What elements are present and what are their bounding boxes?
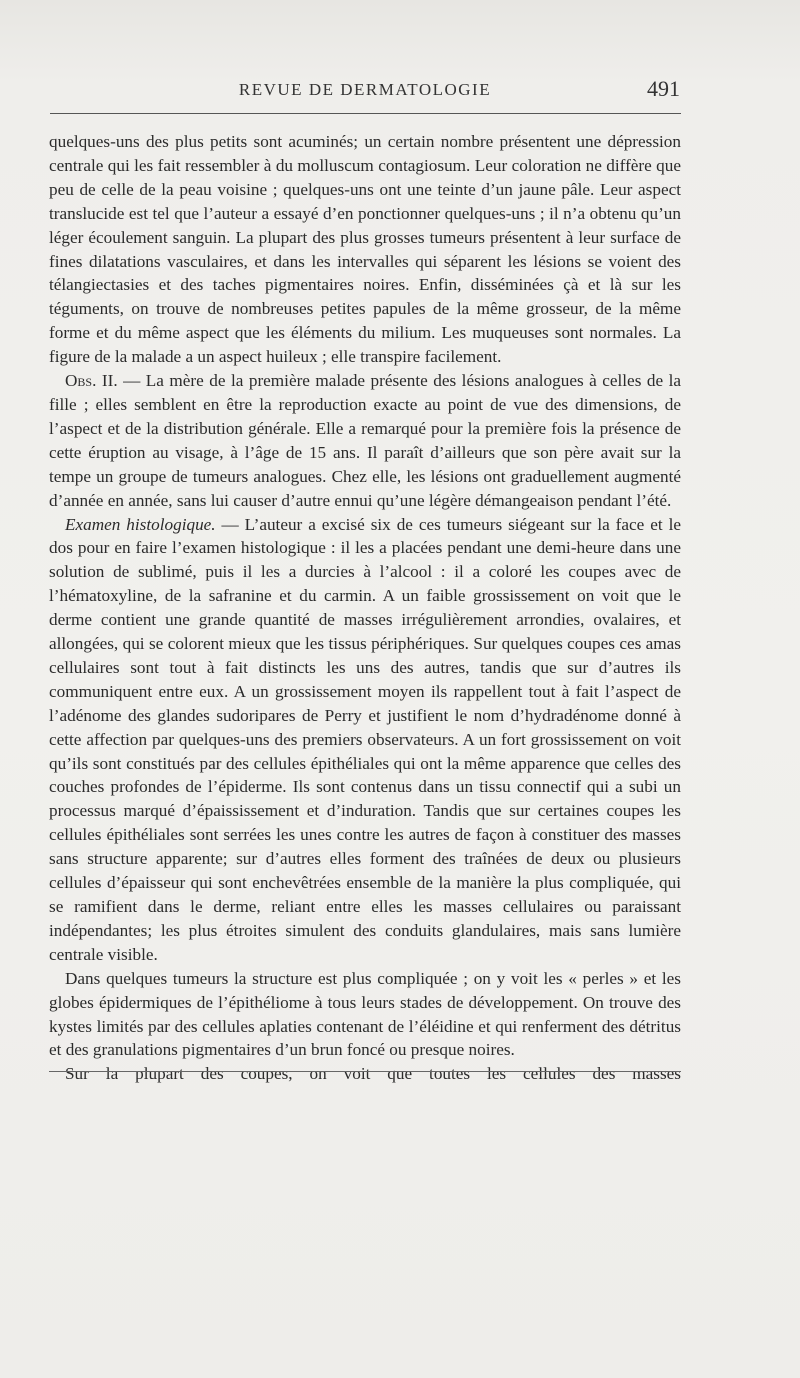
- paragraph-4: [49, 967, 681, 1063]
- paragraph-2: [49, 369, 681, 512]
- paragraph-text: Dans quelques tumeurs la structure est plus compliquée ; on y voit les « perles » et les globes épidermiques de l’épithéliome à tous leurs stades de développement. On trouve des kystes limités par des cellules aplaties contenant de l’éléidine et qui renferment des détritus et des granulations pigmentaires d’un brun foncé ou presque noires.: [49, 968, 681, 1060]
- paragraph-1: [49, 130, 681, 369]
- page-header: [50, 76, 680, 106]
- page-number: 491: [647, 76, 680, 101]
- paragraph-text: Sur la plupart des coupes, on voit que toutes les cellules des masses: [65, 1064, 681, 1084]
- body-text: [49, 130, 681, 1086]
- observation-lead: Obs. II.: [65, 371, 118, 391]
- paragraph-text: — L’auteur a excisé six de ces tumeurs siégeant sur la face et le dos pour en faire l’examen histologique : il les a placées pendant une demi-heure dans une solution de sublimé, puis il les a durcies à l’alcool : il a coloré les coupes avec de l’hématoxyline, de la safranine et du carmin. A un faible grossissement on voit que le derme contient une grande quantité de masses irrégulièrement arrondies, ovalaires, et allongées, qui se colorent mieux que les tissus périphériques. Sur quelques coupes ces amas cellulaires sont tout à fait distincts les uns des autres, tandis que sur d’autres ils communiquent entre eux. A un grossissement moyen ils rappellent tout à fait l’aspect de l’adénome des glandes sudoripares de Perry et justifient le nom d’hydradénome donné à cette affection par quelques-uns des premiers observateurs. A un fort grossissement on voit qu’ils sont constitués par des cellules épithéliales qui ont la même apparence que celles des couches profondes de l’épiderme. Ils sont contenus dans un tissu connectif qui a subi un processus marqué d’épaississement et d’induration. Tandis que sur certaines coupes les cellules épithéliales sont serrées les unes contre les autres de façon à constituer des masses sans structure apparente; sur d’autres elles forment des traînées de deux ou plusieurs cellules d’épaisseur qui sont enchevêtrées ensemble de la manière la plus compliquée, qui se ramifient dans le derme, reliant entre elles les masses cellulaires ou paraissant indépendantes; les plus étroites simulent des conduits glandulaires, mais sans lumière centrale visible.: [49, 514, 681, 964]
- paragraph-text: — La mère de la première malade présente des lésions analogues à celles de la fille ; elles semblent en être la reproduction exacte au point de vue des dimensions, de l’aspect et de la distribution générale. Elle a remarqué pour la première fois la présence de cette éruption au visage, à l’âge de 15 ans. Il paraît d’ailleurs que son père avait sur la tempe un groupe de tumeurs analogues. Chez elle, les lésions ont graduellement augmenté d’année en année, sans lui causer d’autre ennui qu’une légère démangeaison pendant l’été.: [49, 371, 681, 510]
- section-lead: Examen histologique.: [65, 514, 216, 534]
- paragraph-3: [49, 513, 681, 967]
- header-rule: [50, 113, 681, 114]
- paragraph-text: quelques-uns des plus petits sont acuminés; un certain nombre présentent une dépression centrale qui les fait ressembler à du molluscum contagiosum. Leur coloration ne diffère que peu de celle de la peau voisine ; quelques-uns ont une teinte d’un jaune pâle. Leur aspect translucide est tel que l’auteur a essayé d’en ponctionner quelques-uns ; il n’a obtenu qu’un léger écoulement sanguin. La plupart des plus grosses tumeurs présentent à leur surface de fines dilatations vasculaires, et dans les intervalles qui séparent les lésions se voient des télangiectasies et des taches pigmentaires noires. Enfin, disséminées çà et là sur les téguments, on trouve de nombreuses petites papules de la même grosseur, de la même forme et du même aspect que les éléments du milium. Les muqueuses sont normales. La figure de la malade a un aspect huileux ; elle transpire facilement.: [49, 132, 681, 367]
- bottom-rule: [49, 1071, 681, 1072]
- paragraph-5: [49, 1062, 681, 1086]
- running-title: REVUE DE DERMATOLOGIE: [238, 80, 492, 99]
